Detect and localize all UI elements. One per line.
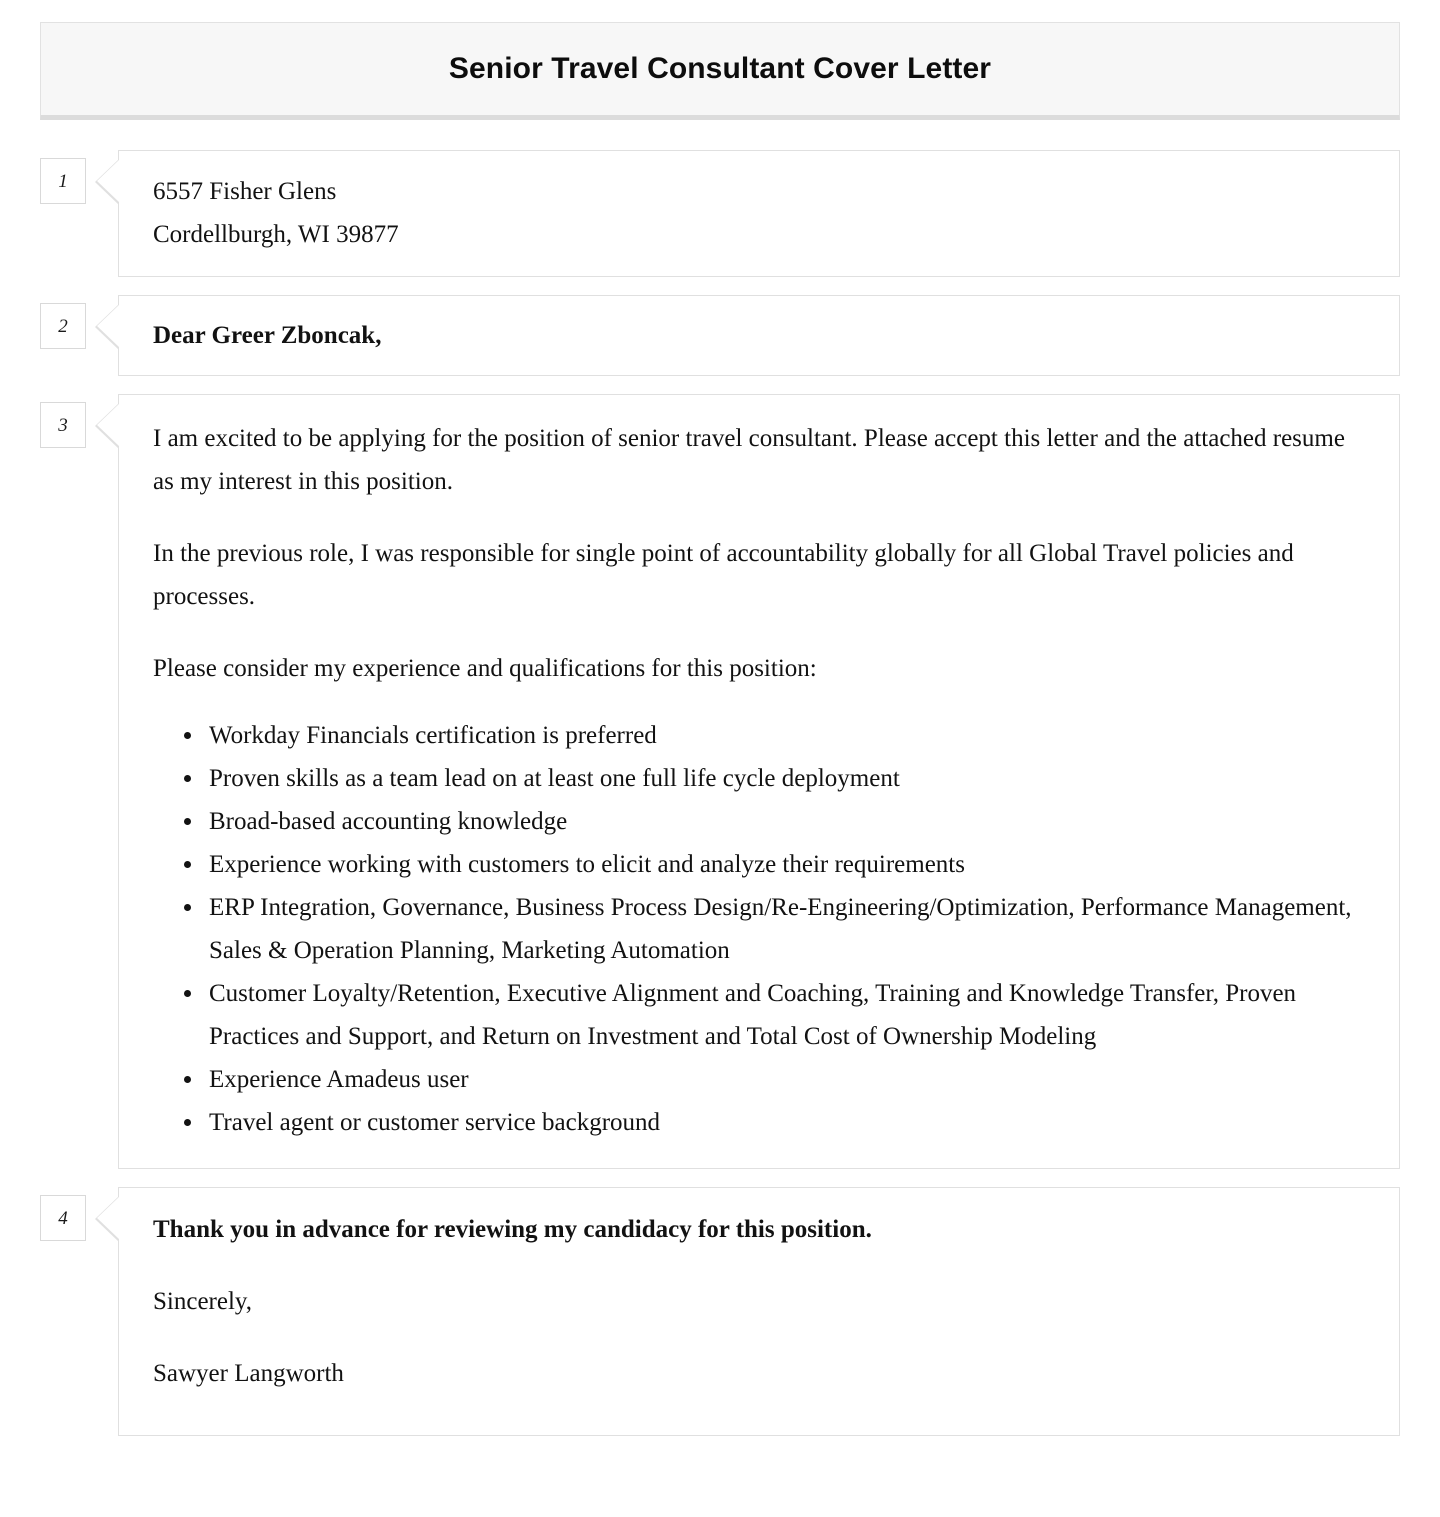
thank-you-text: Thank you in advance for reviewing my candidacy for this position. xyxy=(153,1216,872,1243)
list-item: • Broad-based accounting knowledge xyxy=(205,800,1369,843)
callout-block-body xyxy=(40,394,1400,1169)
list-item: • Experience working with customers to elicit and analyze their requirements xyxy=(205,843,1369,886)
address-line-2: Cordellburgh, WI 39877 xyxy=(153,220,399,248)
callout-block-list xyxy=(40,120,1400,1436)
cover-letter-page xyxy=(0,22,1440,1436)
sign-off-text: Sincerely, xyxy=(153,1288,253,1315)
address-line-1: 6557 Fisher Glens xyxy=(153,178,337,205)
body-paragraph-1: I am excited to be applying for the position of senior travel consultant. Please accept this letter and the attached resume as my interest in this position. xyxy=(153,425,1345,495)
callout-block-closing xyxy=(40,1187,1400,1436)
salutation-bubble xyxy=(118,295,1400,376)
list-item: • ERP Integration, Governance, Business Process Design/Re-Engineering/Optimization, Performance Management, Sales & Operation Planning, Marketing Automation xyxy=(205,886,1369,972)
document-header xyxy=(40,22,1400,120)
page-title: Senior Travel Consultant Cover Letter xyxy=(448,52,992,85)
qualifications-list xyxy=(153,714,1369,1144)
callout-block-salutation xyxy=(40,295,1400,376)
body-bubble xyxy=(118,394,1400,1169)
callout-number-badge[interactable]: 4 xyxy=(40,1195,86,1241)
list-item: • Proven skills as a team lead on at least one full life cycle deployment xyxy=(205,757,1369,800)
callout-number-badge[interactable]: 3 xyxy=(40,402,86,448)
callout-block-address xyxy=(40,150,1400,277)
callout-number-badge[interactable]: 1 xyxy=(40,158,86,204)
signature-text: Sawyer Langworth xyxy=(153,1360,344,1387)
body-paragraph-3: Please consider my experience and qualifications for this position: xyxy=(153,655,817,682)
list-item: • Workday Financials certification is preferred xyxy=(205,714,1369,757)
body-paragraph-2: In the previous role, I was responsible for single point of accountability globally for all Global Travel policies and processes. xyxy=(153,540,1294,610)
list-item: • Travel agent or customer service background xyxy=(205,1101,1369,1144)
salutation-text: Dear Greer Zboncak, xyxy=(153,322,382,349)
list-item: • Experience Amadeus user xyxy=(205,1058,1369,1101)
callout-number-badge[interactable]: 2 xyxy=(40,303,86,349)
closing-bubble xyxy=(118,1187,1400,1436)
list-item: • Customer Loyalty/Retention, Executive Alignment and Coaching, Training and Knowledge Transfer, Proven Practices and Support, and Return on Investment and Total Cost of Ownership Modeling xyxy=(205,972,1369,1058)
address-bubble xyxy=(118,150,1400,277)
